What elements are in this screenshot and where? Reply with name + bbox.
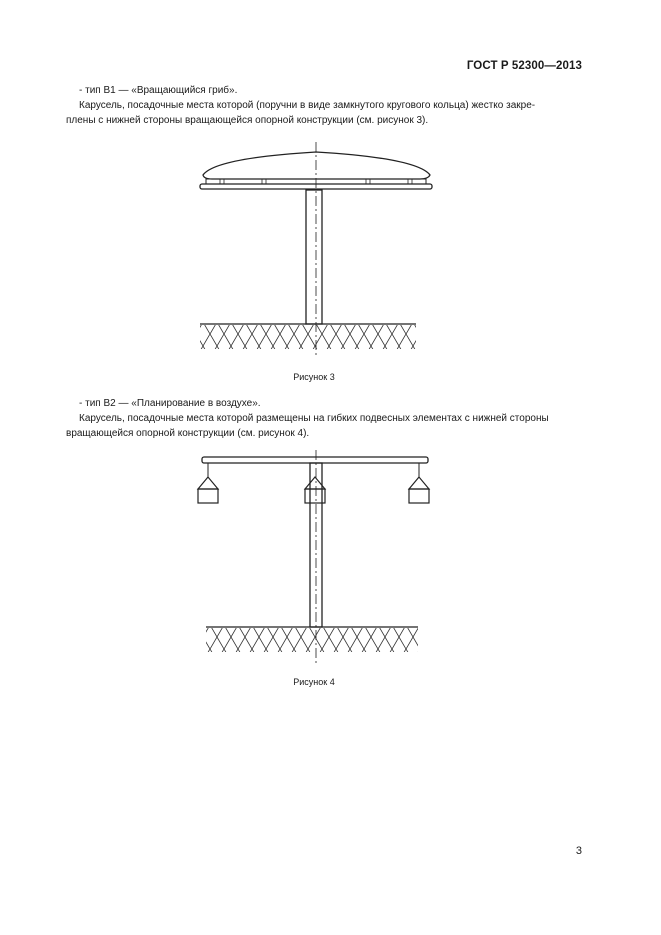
suspended-seat-right bbox=[409, 463, 429, 503]
type-b2-item: - тип В2 — «Планирование в воздухе». bbox=[79, 398, 261, 409]
type-b2-description-line2: вращающейся опорной конструкции (см. рисунок 4). bbox=[66, 428, 310, 439]
figure-3-caption: Рисунок 3 bbox=[293, 372, 335, 382]
type-b2-description-line1: Карусель, посадочные места которой размещены на гибких подвесных элементах с нижней стороны bbox=[79, 413, 549, 424]
type-b1-item: - тип В1 — «Вращающийся гриб». bbox=[79, 85, 238, 96]
ground-hatch bbox=[200, 325, 416, 349]
dome-canopy bbox=[203, 152, 430, 179]
type-b1-description-line1: Карусель, посадочные места которой (поручни в виде замкнутого кругового кольца) жестко закре- bbox=[79, 100, 536, 111]
page-number: 3 bbox=[575, 845, 582, 857]
ground-hatch bbox=[206, 628, 418, 652]
document-id: ГОСТ Р 52300—2013 bbox=[466, 60, 582, 72]
support-column bbox=[306, 190, 322, 324]
figure-4-caption: Рисунок 4 bbox=[293, 677, 335, 687]
top-beam bbox=[202, 457, 428, 463]
suspended-seat-left bbox=[198, 463, 218, 503]
type-b1-description-line2: плены с нижней стороны вращающейся опорной конструкции (см. рисунок 3). bbox=[66, 115, 429, 126]
figure-4-drawing bbox=[0, 445, 661, 675]
